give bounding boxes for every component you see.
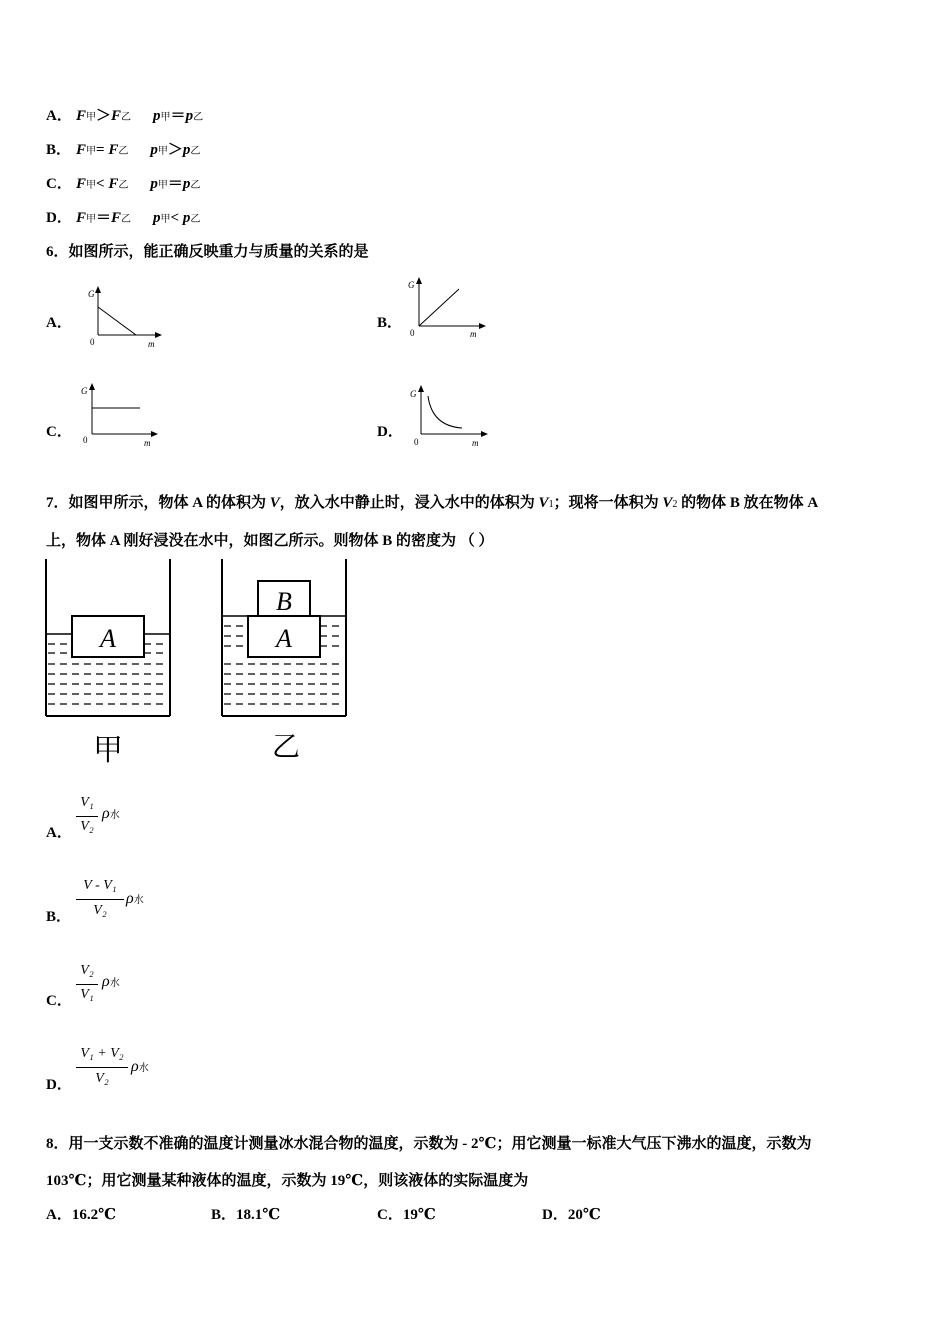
q6-graph-b[interactable]	[404, 274, 490, 340]
q6-c-axis-x: m	[144, 438, 151, 448]
q7-a-fraction-bar	[76, 816, 98, 817]
q7-option-a-formula[interactable]	[76, 795, 146, 843]
q7-option-c-formula[interactable]	[76, 963, 146, 1011]
q7-caption-jia: 甲	[93, 733, 123, 766]
q7-option-d-formula[interactable]	[76, 1046, 176, 1096]
q7-yi-block-a: A	[276, 624, 292, 653]
q6-option-b-label[interactable]: B．	[377, 315, 403, 331]
q6-option-a-label[interactable]: A．	[46, 315, 72, 331]
q6-b-axis-x: m	[470, 329, 477, 339]
q7-d-fraction-bar	[76, 1067, 128, 1068]
q8-stem-line2: 103℃；用它测量某种液体的温度，示数为 19℃，则该液体的实际温度为	[46, 1173, 529, 1189]
q7-a-numerator: V₁	[80, 795, 94, 810]
q7-stem-line2: 上，物体 A 刚好浸没在水中，如图乙所示。则物体 B 的密度为 （ ）	[46, 533, 494, 549]
q6-graph-d[interactable]	[406, 382, 492, 450]
q7-b-numerator: V - V₁	[83, 878, 117, 893]
q7-option-b-label[interactable]: B．	[46, 909, 72, 925]
q7-d-denominator: V₂	[95, 1071, 109, 1086]
q6-d-axis-y: G	[410, 389, 417, 399]
q8-option-a[interactable]: A．16.2℃	[46, 1207, 117, 1223]
q6-d-axis-x: m	[472, 438, 479, 448]
q7-c-numerator: V₂	[80, 963, 94, 978]
q7-b-rho: ρ水	[126, 890, 144, 907]
q8-stem-line1: 8．用一支示数不准确的温度计测量冰水混合物的温度，示数为 - 2℃；用它测量一标准大气压下沸水的温度，示数为	[46, 1136, 812, 1152]
q6-b-axis-y: G	[408, 280, 415, 290]
q7-d-numerator: V₁ + V₂	[80, 1046, 124, 1061]
q8-option-c[interactable]: C．19℃	[377, 1207, 436, 1223]
q8-option-b[interactable]: B．18.1℃	[211, 1207, 281, 1223]
q6-c-axis-y: G	[81, 386, 88, 396]
q6-d-origin: 0	[414, 437, 419, 447]
q6-option-d-label[interactable]: D．	[377, 424, 403, 440]
q6-b-origin: 0	[410, 328, 415, 338]
q6-graph-a[interactable]	[84, 283, 164, 349]
q7-figure-jia	[40, 556, 180, 766]
q6-a-origin: 0	[90, 337, 95, 347]
q6-a-axis-x: m	[148, 339, 155, 349]
q7-jia-block-a: A	[100, 624, 116, 653]
q7-option-d-label[interactable]: D．	[46, 1077, 72, 1093]
q7-caption-yi: 乙	[271, 730, 301, 763]
q7-figure-yi	[216, 556, 356, 766]
q7-option-a-label[interactable]: A．	[46, 825, 72, 841]
q7-c-rho: ρ水	[102, 973, 120, 990]
q6-option-c-label[interactable]: C．	[46, 424, 72, 440]
q7-stem-line1: 7．如图甲所示，物体 A 的体积为 V，放入水中静止时，浸入水中的体积为 V1；现将一体积为 V2 的物体 B 放在物体 A	[46, 495, 819, 511]
q7-c-denominator: V₁	[80, 987, 94, 1002]
q7-option-c-label[interactable]: C．	[46, 993, 72, 1009]
q6-graph-c[interactable]	[78, 380, 164, 448]
q8-option-d[interactable]: D．20℃	[542, 1207, 601, 1223]
q7-yi-block-b: B	[276, 587, 292, 616]
q7-d-rho: ρ水	[131, 1058, 149, 1075]
q5-option-b[interactable]: B． F甲= F乙 p甲＞p乙	[46, 142, 201, 158]
q7-a-rho: ρ水	[102, 805, 120, 822]
q6-stem: 6．如图所示，能正确反映重力与质量的关系的是	[46, 244, 369, 260]
q7-a-denominator: V₂	[80, 819, 94, 834]
q7-b-denominator: V₂	[93, 903, 107, 918]
q5-option-c[interactable]: C． F甲< F乙 p甲＝p乙	[46, 176, 201, 192]
q5-option-a[interactable]: A． F甲＞F乙 p甲＝p乙	[46, 108, 204, 124]
q7-c-fraction-bar	[76, 984, 98, 985]
q7-b-fraction-bar	[76, 899, 124, 900]
q6-c-origin: 0	[83, 435, 88, 445]
q7-option-b-formula[interactable]	[76, 878, 166, 928]
q5-option-d[interactable]: D． F甲＝F乙 p甲< p乙	[46, 210, 201, 226]
q6-a-axis-y: G	[88, 289, 95, 299]
